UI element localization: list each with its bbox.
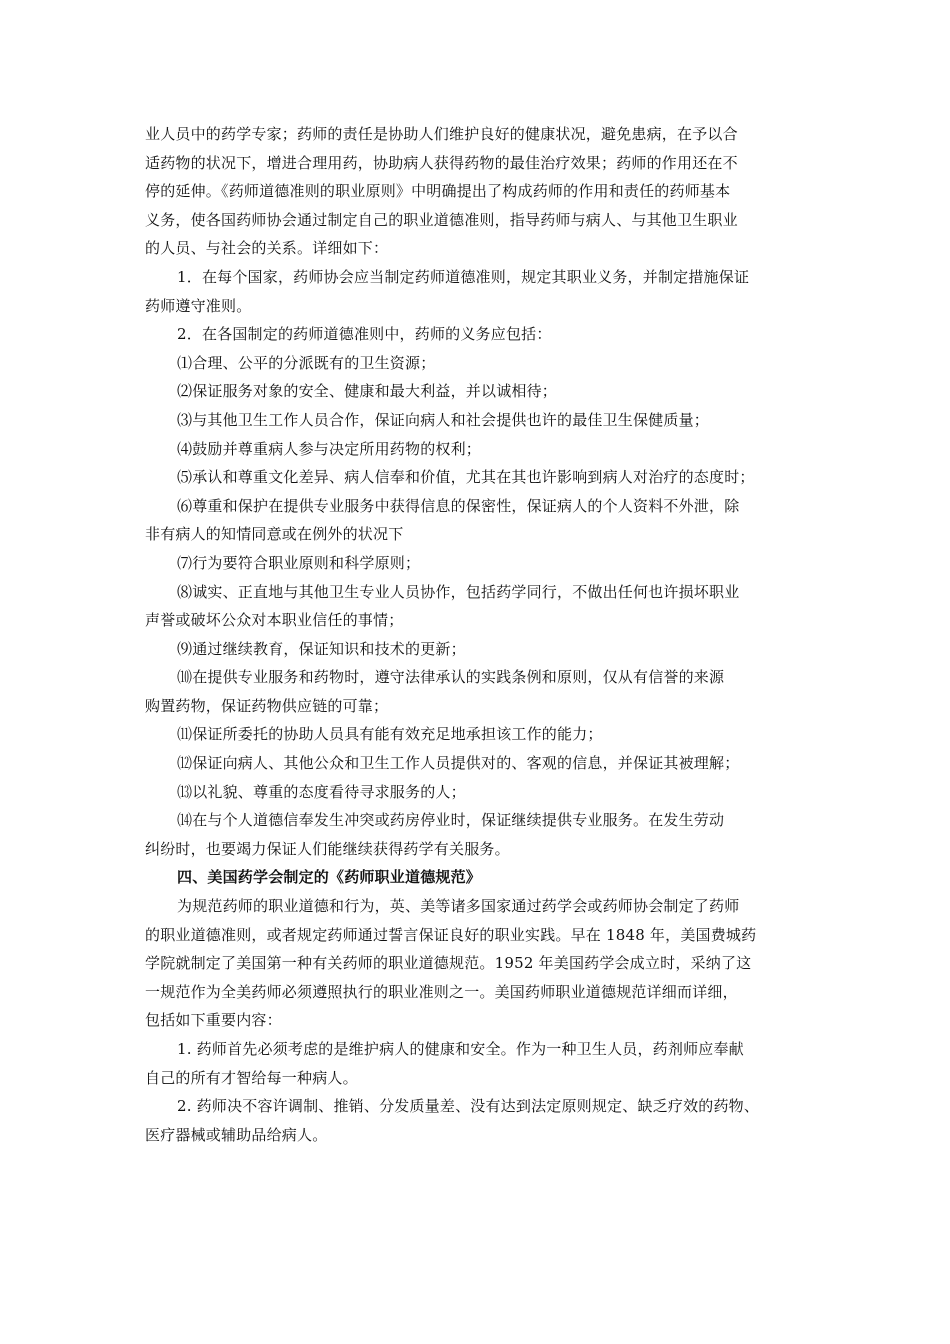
text-line: 声誉或破坏公众对本职业信任的事情；	[145, 611, 404, 630]
text-line: 一规范作为全美药师必须遵照执行的职业准则之一。美国药师职业道德规范详细而详细，	[145, 982, 738, 1001]
text-line: 为规范药师的职业道德和行为，英、美等诸多国家通过药学会或药师协会制定了药师	[177, 897, 740, 916]
section-heading: 四、美国药学会制定的《药师职业道德规范》	[177, 868, 482, 887]
text-line: ⑷鼓励并尊重病人参与决定所用药物的权利；	[177, 439, 482, 458]
text-line: ⑾保证所委托的协助人员具有能有效充足地承担该工作的能力；	[177, 725, 603, 744]
text-line: 学院就制定了美国第一种有关药师的职业道德规范。1952 年美国药学会成立时，采纳了这	[145, 954, 752, 973]
text-line: 包括如下重要内容：	[145, 1011, 282, 1030]
text-line: ⑻诚实、正直地与其他卫生专业人员协作，包括药学同行，不做出任何也许损坏职业	[177, 582, 740, 601]
text-line: 纠纷时，也要竭力保证人们能继续获得药学有关服务。	[145, 839, 510, 858]
text-line: 购置药物，保证药物供应链的可靠；	[145, 696, 389, 715]
text-line: 的人员、与社会的关系。详细如下：	[145, 239, 389, 258]
text-line: 义务，使各国药师协会通过制定自己的职业道德准则，指导药师与病人、与其他卫生职业	[145, 210, 738, 229]
text-line: ⑶与其他卫生工作人员合作，保证向病人和社会提供也许的最佳卫生保健质量；	[177, 410, 710, 429]
text-line: ⑸承认和尊重文化差异、病人信奉和价值，尤其在其也许影响到病人对治疗的态度时；	[177, 468, 755, 487]
text-line: 业人员中的药学专家；药师的责任是协助人们维护良好的健康状况，避免患病，在予以合	[145, 125, 738, 143]
text-line: 1. 药师首先必须考虑的是维护病人的健康和安全。作为一种卫生人员，药剂师应奉献	[177, 1040, 744, 1058]
text-line: 1．在每个国家，药师协会应当制定药师道德准则，规定其职业义务，并制定措施保证	[177, 267, 750, 286]
text-line: ⒁在与个人道德信奉发生冲突或药房停业时，保证继续提供专业服务。在发生劳动	[177, 811, 725, 830]
text-line: 药师遵守准则。	[145, 296, 252, 315]
text-line: ⑹尊重和保护在提供专业服务中获得信息的保密性，保证病人的个人资料不外泄，除	[177, 496, 740, 515]
text-line: 2. 药师决不容许调制、推销、分发质量差、没有达到法定原则规定、缺乏疗效的药物、	[177, 1097, 760, 1116]
text-line: ⑿保证向病人、其他公众和卫生工作人员提供对的、客观的信息，并保证其被理解；	[177, 754, 740, 773]
document-body	[145, 120, 825, 1149]
text-line: 自己的所有才智给每一种病人。	[145, 1068, 358, 1087]
text-line: 适药物的状况下，增进合理用药，协助病人获得药物的最佳治疗效果；药师的作用还在不	[145, 153, 738, 172]
text-line: ⒀以礼貌、尊重的态度看待寻求服务的人；	[177, 782, 466, 801]
text-line: ⑽在提供专业服务和药物时，遵守法律承认的实践条例和原则，仅从有信誉的来源	[177, 668, 725, 687]
text-line: 2．在各国制定的药师道德准则中，药师的义务应包括：	[177, 325, 552, 344]
text-line: ⑼通过继续教育，保证知识和技术的更新；	[177, 639, 466, 658]
text-line: ⑵保证服务对象的安全、健康和最大利益，并以诚相待；	[177, 382, 558, 401]
text-line: 的职业道德准则，或者规定药师通过誓言保证良好的职业实践。早在 1848 年，美国费城药	[145, 925, 757, 944]
text-line: ⑺行为要符合职业原则和科学原则；	[177, 553, 421, 572]
text-line: 医疗器械或辅助品给病人。	[145, 1125, 328, 1144]
text-line: 非有病人的知情同意或在例外的状况下	[145, 525, 404, 544]
text-line: 停的延伸。《药师道德准则的职业原则》中明确提出了构成药师的作用和责任的药师基本	[145, 182, 731, 201]
text-line: ⑴合理、公平的分派既有的卫生资源；	[177, 353, 436, 372]
